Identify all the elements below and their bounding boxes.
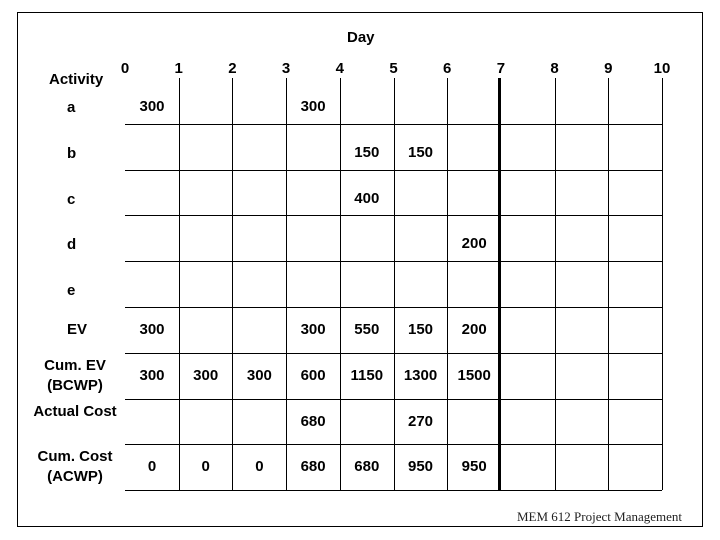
day-label: 10 [653, 60, 671, 77]
value-cell: 150 [354, 143, 380, 161]
value-cell: 300 [193, 366, 219, 384]
day-label: 2 [228, 60, 237, 77]
grid-column-line [232, 78, 233, 490]
day-label: 3 [281, 60, 291, 77]
row-label: d [67, 236, 77, 254]
row-label: Actual Cost [33, 402, 117, 420]
row-label: a [67, 99, 76, 116]
footer-text: MEM 612 Project Management [517, 509, 682, 524]
day-label: 9 [604, 60, 613, 77]
value-cell: 950 [407, 458, 434, 476]
value-cell: 200 [461, 321, 487, 338]
value-cell: 200 [461, 235, 487, 253]
value-cell: 150 [407, 143, 434, 161]
value-cell: 300 [139, 366, 165, 384]
grid-column-line [662, 78, 663, 490]
day-label: 1 [174, 60, 183, 77]
grid-row-line [125, 490, 662, 491]
day-label: 0 [120, 60, 130, 77]
day-label: 6 [443, 60, 452, 77]
value-cell: 300 [300, 321, 326, 338]
grid-column-line [555, 78, 556, 490]
value-cell: 400 [354, 189, 380, 207]
value-cell: 0 [147, 458, 157, 476]
value-cell: 1150 [350, 366, 384, 384]
value-cell: 0 [201, 458, 210, 476]
day-label: 4 [335, 60, 344, 77]
grid-column-line [340, 78, 341, 490]
value-cell: 680 [300, 458, 326, 476]
status-date-line [498, 78, 501, 490]
value-cell: 300 [139, 321, 165, 338]
day-label: 5 [389, 60, 398, 77]
row-label: e [67, 282, 76, 300]
value-cell: 550 [354, 321, 380, 338]
value-cell: 0 [255, 458, 264, 476]
value-cell: 1500 [457, 366, 491, 384]
activity-header: Activity [49, 71, 104, 88]
value-cell: 150 [407, 321, 434, 338]
row-label: b [67, 144, 77, 162]
value-cell: 950 [461, 458, 487, 476]
day-label: 8 [550, 60, 559, 77]
value-cell: 680 [300, 412, 326, 430]
value-cell: 300 [300, 98, 326, 115]
value-cell: 300 [139, 98, 165, 115]
row-label: Cum. EV (BCWP) [44, 356, 106, 394]
day-label: 7 [496, 60, 506, 77]
row-label: c [67, 190, 76, 208]
value-cell: 680 [354, 458, 380, 476]
grid-column-line [608, 78, 609, 490]
grid-column-line [179, 78, 180, 490]
row-label: Cum. Cost (ACWP) [37, 448, 113, 486]
value-cell: 300 [246, 366, 272, 384]
value-cell: 600 [300, 366, 326, 384]
value-cell: 270 [407, 412, 434, 430]
chart-title: Day [347, 29, 375, 46]
value-cell: 1300 [403, 366, 438, 384]
row-label: EV [67, 321, 88, 338]
